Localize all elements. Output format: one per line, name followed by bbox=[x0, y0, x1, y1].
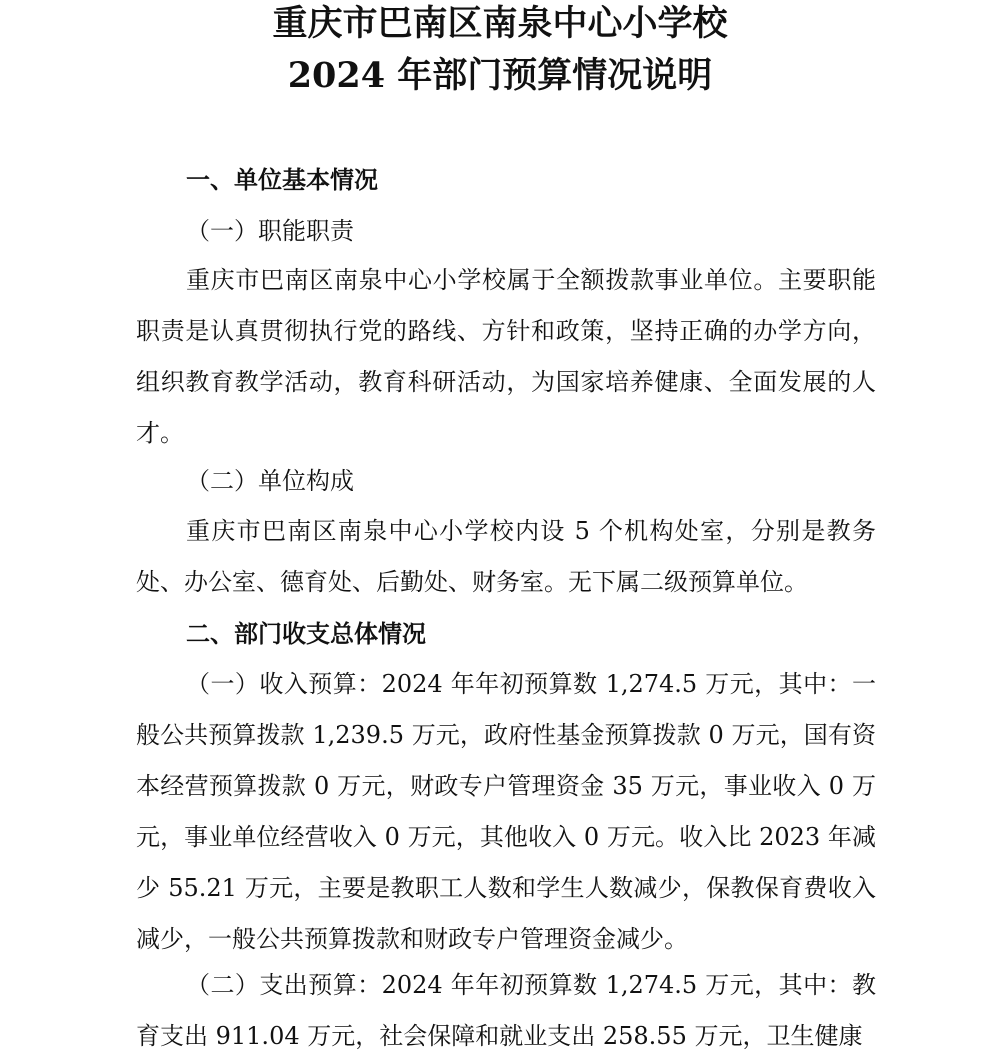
document-title-line1: 重庆市巴南区南泉中心小学校 bbox=[272, 3, 728, 44]
sub2-heading: （二）单位构成 bbox=[186, 467, 354, 495]
sub1-heading: （一）职能职责 bbox=[186, 217, 354, 245]
section2-heading: 二、部门收支总体情况 bbox=[186, 619, 426, 648]
section1-heading: 一、单位基本情况 bbox=[186, 165, 378, 194]
expense-paragraph: （二）支出预算：2024 年年初预算数 1,274.5 万元，其中：教育支出 911.04 万元，社会保障和就业支出 258.55 万元，卫生健康 bbox=[136, 971, 876, 1050]
document-title-line2: 2024 年部门预算情况说明 bbox=[287, 55, 713, 96]
sub1-paragraph: 重庆市巴南区南泉中心小学校属于全额拨款事业单位。主要职能职责是认真贯彻执行党的路线、方针和政策，坚持正确的办学方向，组织教育教学活动，教育科研活动，为国家培养健康、全面发展的人才。 bbox=[136, 266, 876, 447]
income-paragraph: （一）收入预算：2024 年年初预算数 1,274.5 万元，其中：一般公共预算拨款 1,239.5 万元，政府性基金预算拨款 0 万元，国有资本经营预算拨款 0 万元，财政专户管理资金 35 万元，事业收入 0 万元，事业单位经营收入 0 万元，其他收入 0 万元。收入比 2023 年减少 55.21 万元，主要是教职工人数和学生人数减少，保教保育费收入减少，一般公共预算拨款和财政专户管理资金减少。 bbox=[136, 670, 876, 953]
sub2-paragraph: 重庆市巴南区南泉中心小学校内设 5 个机构处室，分别是教务处、办公室、德育处、后勤处、财务室。无下属二级预算单位。 bbox=[136, 517, 876, 596]
